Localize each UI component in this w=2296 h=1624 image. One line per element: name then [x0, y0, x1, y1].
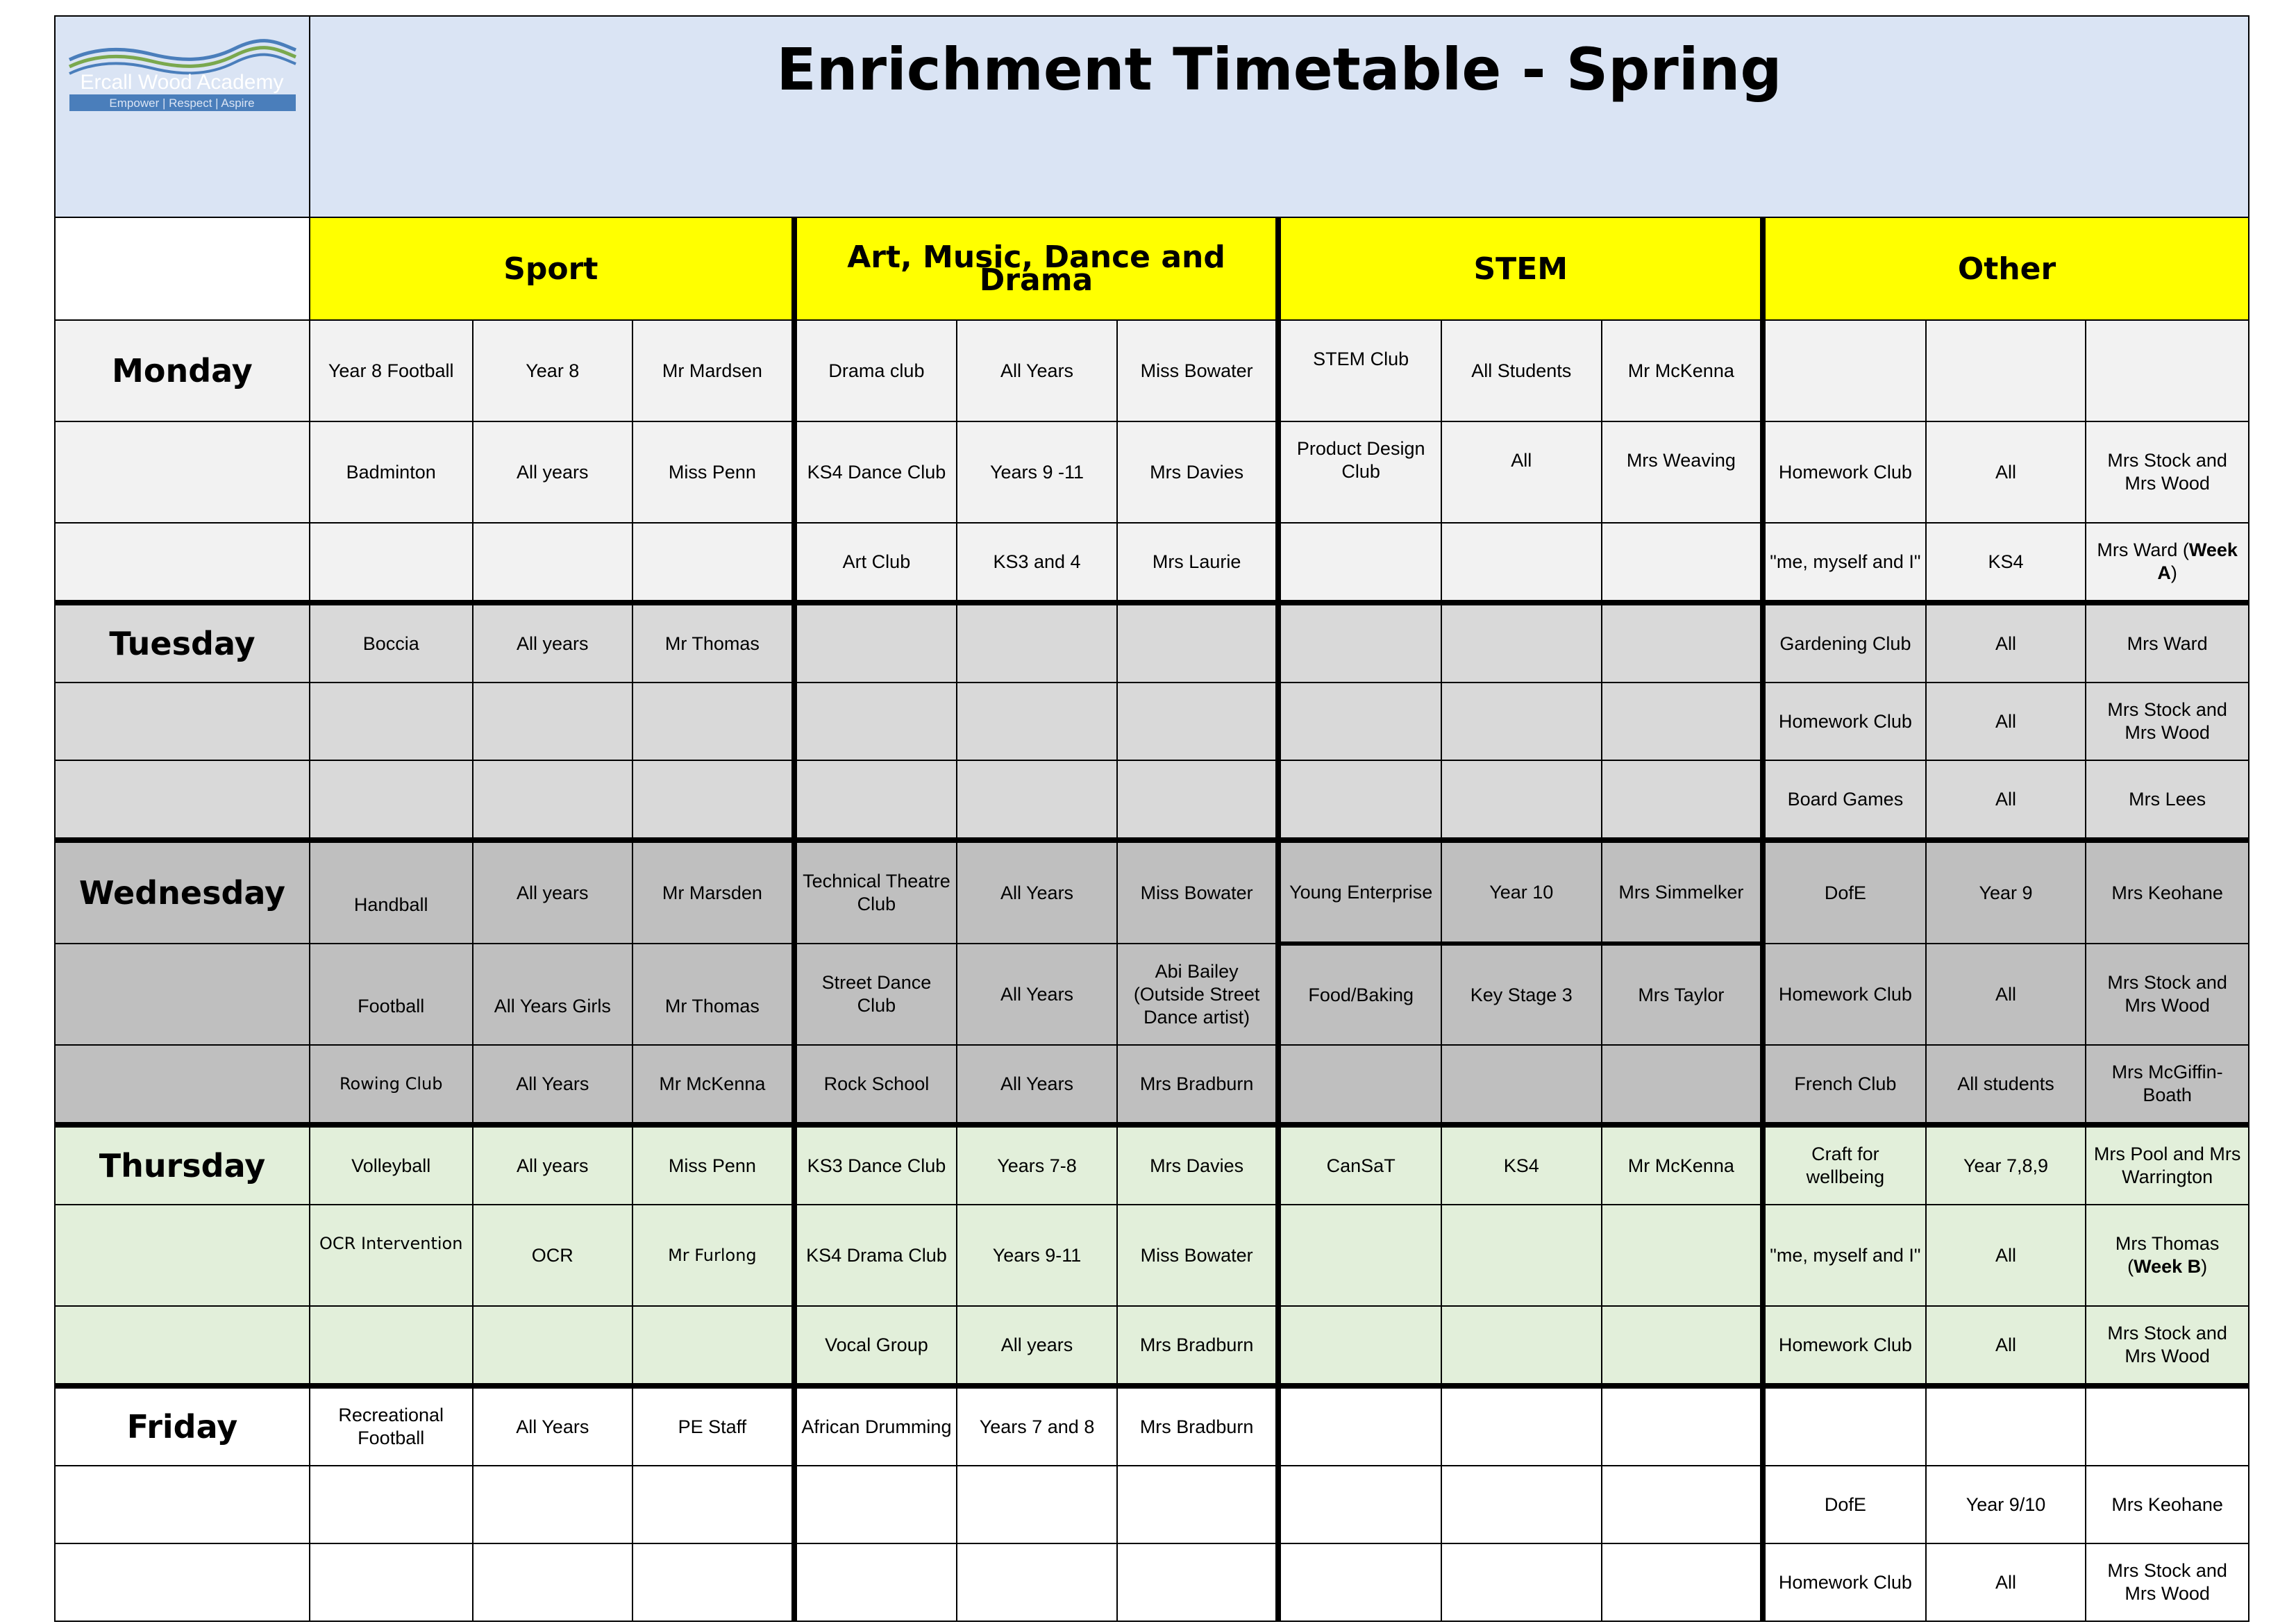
table-row — [55, 320, 2249, 421]
table-cell — [1278, 1466, 1441, 1543]
table-cell: Mrs Stock and Mrs Wood — [2086, 1306, 2249, 1386]
table-cell: French Club — [1763, 1045, 1926, 1125]
table-cell: All years — [473, 603, 633, 683]
table-cell: Mrs Laurie — [1117, 523, 1279, 603]
table-cell: All — [1926, 1543, 2086, 1621]
table-cell: Mrs Stock and Mrs Wood — [2086, 683, 2249, 760]
table-cell: All Years — [473, 1386, 633, 1466]
table-cell: STEM Club — [1278, 320, 1441, 421]
close-paren: ) — [2201, 1256, 2208, 1277]
table-cell — [957, 683, 1117, 760]
table-cell: Year 9 — [1926, 840, 2086, 944]
table-row — [55, 1386, 2249, 1466]
table-cell: Year 7,8,9 — [1926, 1125, 2086, 1205]
table-cell: All — [1926, 944, 2086, 1045]
table-cell — [1602, 683, 1763, 760]
table-cell — [1602, 760, 1763, 840]
table-cell: All years — [473, 840, 633, 944]
table-cell — [794, 683, 957, 760]
table-cell — [1441, 1306, 1602, 1386]
table-cell: DofE — [1763, 1466, 1926, 1543]
table-cell — [2086, 320, 2249, 421]
title-row — [55, 16, 2249, 217]
table-cell — [1278, 523, 1441, 603]
table-cell: CanSaT — [1278, 1125, 1441, 1205]
table-cell — [1441, 523, 1602, 603]
day-cell-empty — [55, 1205, 310, 1306]
table-cell: Mr McKenna — [632, 1045, 794, 1125]
table-cell — [1763, 1386, 1926, 1466]
table-cell — [473, 1466, 633, 1543]
table-cell: Mr Thomas — [632, 944, 794, 1045]
table-cell: KS4 Dance Club — [794, 421, 957, 523]
table-row — [55, 1543, 2249, 1621]
table-row — [55, 523, 2249, 603]
table-cell — [1602, 603, 1763, 683]
category-row — [55, 217, 2249, 320]
table-cell: Vocal Group — [794, 1306, 957, 1386]
table-cell: Mrs Keohane — [2086, 840, 2249, 944]
table-cell: Mr McKenna — [1602, 320, 1763, 421]
table-cell — [1441, 760, 1602, 840]
table-cell: Gardening Club — [1763, 603, 1926, 683]
table-cell — [794, 603, 957, 683]
table-cell: All — [1441, 421, 1602, 523]
table-cell: African Drumming — [794, 1386, 957, 1466]
table-cell — [1441, 1045, 1602, 1125]
table-cell: Mrs Bradburn — [1117, 1386, 1279, 1466]
table-cell: OCR — [473, 1205, 633, 1306]
table-cell — [1602, 1466, 1763, 1543]
table-cell — [310, 523, 473, 603]
table-cell — [310, 760, 473, 840]
day-cell-empty — [55, 1543, 310, 1621]
table-cell — [957, 760, 1117, 840]
table-cell — [473, 683, 633, 760]
table-cell: "me, myself and I" — [1763, 523, 1926, 603]
table-cell: Boccia — [310, 603, 473, 683]
table-cell — [957, 603, 1117, 683]
day-cell-empty — [55, 683, 310, 760]
day-cell-empty — [55, 1045, 310, 1125]
table-cell: Young Enterprise — [1278, 840, 1441, 944]
day-monday: Monday — [55, 320, 310, 421]
table-cell: Mr Furlong — [632, 1205, 794, 1306]
table-cell: Years 9-11 — [957, 1205, 1117, 1306]
table-cell: Miss Bowater — [1117, 840, 1279, 944]
table-row — [55, 1045, 2249, 1125]
day-tuesday: Tuesday — [55, 603, 310, 683]
category-stem: STEM — [1278, 217, 1763, 320]
day-thursday: Thursday — [55, 1125, 310, 1205]
table-row — [55, 1306, 2249, 1386]
table-cell-week-b — [2086, 1205, 2249, 1306]
table-cell — [632, 1466, 794, 1543]
timetable-sheet — [54, 15, 2249, 1622]
table-cell: Mrs Stock and Mrs Wood — [2086, 421, 2249, 523]
table-cell — [957, 1543, 1117, 1621]
table-cell — [1117, 1543, 1279, 1621]
table-cell: All Years — [957, 840, 1117, 944]
table-cell: Mrs Davies — [1117, 421, 1279, 523]
table-cell — [1278, 1386, 1441, 1466]
table-cell: Mrs Bradburn — [1117, 1306, 1279, 1386]
table-cell: Mrs Davies — [1117, 1125, 1279, 1205]
table-cell: Mrs Stock and Mrs Wood — [2086, 944, 2249, 1045]
table-cell: Homework Club — [1763, 1306, 1926, 1386]
table-cell: Football — [310, 944, 473, 1045]
table-cell: Technical Theatre Club — [794, 840, 957, 944]
table-cell — [310, 1306, 473, 1386]
table-cell: Homework Club — [1763, 421, 1926, 523]
table-row — [55, 1125, 2249, 1205]
table-cell: Mrs Pool and Mrs Warrington — [2086, 1125, 2249, 1205]
week-b-label: Week B — [2134, 1256, 2202, 1277]
table-cell — [794, 1466, 957, 1543]
table-cell: Year 9/10 — [1926, 1466, 2086, 1543]
school-logo — [55, 16, 310, 217]
table-cell: Product Design Club — [1278, 421, 1441, 523]
table-cell: Mr Mardsen — [632, 320, 794, 421]
table-cell: Volleyball — [310, 1125, 473, 1205]
table-cell: Year 8 — [473, 320, 633, 421]
table-cell: All Years — [473, 1045, 633, 1125]
day-cell-empty — [55, 1306, 310, 1386]
close-paren: ) — [2170, 562, 2177, 583]
table-cell — [632, 1306, 794, 1386]
table-cell: Mrs Bradburn — [1117, 1045, 1279, 1125]
table-cell — [794, 1543, 957, 1621]
table-row — [55, 944, 2249, 1045]
table-cell — [473, 1306, 633, 1386]
table-cell — [1441, 1386, 1602, 1466]
table-cell — [310, 683, 473, 760]
table-cell — [1602, 1306, 1763, 1386]
category-sport: Sport — [310, 217, 794, 320]
table-cell: All years — [957, 1306, 1117, 1386]
table-cell: All years — [473, 1125, 633, 1205]
day-cell-empty — [55, 760, 310, 840]
table-cell: Miss Penn — [632, 1125, 794, 1205]
table-cell: KS4 — [1441, 1125, 1602, 1205]
table-cell — [473, 1543, 633, 1621]
table-cell — [794, 760, 957, 840]
table-cell: Mrs Stock and Mrs Wood — [2086, 1543, 2249, 1621]
table-cell — [1602, 1386, 1763, 1466]
table-cell: KS4 — [1926, 523, 2086, 603]
day-wednesday: Wednesday — [55, 840, 310, 944]
teacher-text: Mrs Thomas ( — [2115, 1233, 2220, 1277]
table-cell: Handball — [310, 840, 473, 944]
table-cell — [1117, 760, 1279, 840]
corner-cell — [55, 217, 310, 320]
day-friday: Friday — [55, 1386, 310, 1466]
logo-name: Ercall Wood Academy — [80, 71, 284, 94]
table-cell: Year 8 Football — [310, 320, 473, 421]
table-cell: Abi Bailey (Outside Street Dance artist) — [1117, 944, 1279, 1045]
table-cell — [1441, 603, 1602, 683]
table-cell: Mrs McGiffin-Boath — [2086, 1045, 2249, 1125]
table-cell: PE Staff — [632, 1386, 794, 1466]
table-row — [55, 1466, 2249, 1543]
table-cell — [1441, 683, 1602, 760]
table-cell: Year 10 — [1441, 840, 1602, 944]
table-cell: KS3 Dance Club — [794, 1125, 957, 1205]
table-cell — [1602, 1045, 1763, 1125]
table-cell: OCR Intervention — [310, 1205, 473, 1306]
table-cell: Craft for wellbeing — [1763, 1125, 1926, 1205]
table-cell-week-a — [2086, 523, 2249, 603]
table-cell — [310, 1543, 473, 1621]
day-cell-empty — [55, 1466, 310, 1543]
table-cell: Years 7 and 8 — [957, 1386, 1117, 1466]
table-cell: All students — [1926, 1045, 2086, 1125]
table-cell: Years 9 -11 — [957, 421, 1117, 523]
table-cell — [310, 1466, 473, 1543]
table-cell — [1117, 1466, 1279, 1543]
table-cell — [1602, 1543, 1763, 1621]
table-cell: KS4 Drama Club — [794, 1205, 957, 1306]
table-row — [55, 603, 2249, 683]
page-title: Enrichment Timetable - Spring — [310, 16, 2249, 217]
table-cell: All years — [473, 421, 633, 523]
table-cell: Badminton — [310, 421, 473, 523]
table-cell: All Years — [957, 320, 1117, 421]
table-cell: All Students — [1441, 320, 1602, 421]
table-cell — [1278, 1306, 1441, 1386]
table-cell: DofE — [1763, 840, 1926, 944]
table-cell — [957, 1466, 1117, 1543]
table-cell — [1602, 1205, 1763, 1306]
day-cell-empty — [55, 421, 310, 523]
table-cell — [473, 523, 633, 603]
table-cell — [473, 760, 633, 840]
table-cell — [1117, 683, 1279, 760]
table-cell — [1763, 320, 1926, 421]
table-cell — [1278, 683, 1441, 760]
table-cell: Drama club — [794, 320, 957, 421]
category-arts: Art, Music, Dance and Drama — [794, 217, 1279, 320]
table-cell: Mrs Lees — [2086, 760, 2249, 840]
table-cell: "me, myself and I" — [1763, 1205, 1926, 1306]
table-cell: All — [1926, 760, 2086, 840]
table-cell: All Years — [957, 1045, 1117, 1125]
table-cell — [1278, 1045, 1441, 1125]
day-cell-empty — [55, 944, 310, 1045]
table-cell: All Years Girls — [473, 944, 633, 1045]
table-cell — [1278, 603, 1441, 683]
teacher-text: Mrs Ward ( — [2097, 539, 2189, 560]
table-cell — [1441, 1205, 1602, 1306]
table-cell: Art Club — [794, 523, 957, 603]
table-cell: Mrs Keohane — [2086, 1466, 2249, 1543]
table-cell — [1278, 1543, 1441, 1621]
table-row — [55, 760, 2249, 840]
table-cell — [1926, 320, 2086, 421]
table-cell: Mrs Weaving — [1602, 421, 1763, 523]
table-cell: Rock School — [794, 1045, 957, 1125]
table-cell: Miss Penn — [632, 421, 794, 523]
table-row — [55, 421, 2249, 523]
table-cell: Miss Bowater — [1117, 320, 1279, 421]
logo-tagline: Empower | Respect | Aspire — [109, 97, 255, 110]
table-cell: All — [1926, 683, 2086, 760]
table-cell — [1926, 1386, 2086, 1466]
table-cell: Homework Club — [1763, 683, 1926, 760]
table-cell: Mrs Simmelker — [1602, 840, 1763, 944]
table-row — [55, 683, 2249, 760]
category-other: Other — [1763, 217, 2249, 320]
table-cell: Homework Club — [1763, 944, 1926, 1045]
table-cell: All — [1926, 603, 2086, 683]
logo-waves-icon — [68, 33, 297, 117]
table-cell — [632, 523, 794, 603]
table-cell — [1602, 523, 1763, 603]
table-cell — [2086, 1386, 2249, 1466]
table-cell: Mrs Taylor — [1602, 944, 1763, 1045]
table-cell — [1278, 760, 1441, 840]
table-cell — [632, 760, 794, 840]
day-cell-empty — [55, 523, 310, 603]
table-cell — [1441, 1543, 1602, 1621]
table-cell: KS3 and 4 — [957, 523, 1117, 603]
table-cell: Mr Marsden — [632, 840, 794, 944]
table-cell: Mr Thomas — [632, 603, 794, 683]
table-cell: Homework Club — [1763, 1543, 1926, 1621]
table-cell: All — [1926, 1205, 2086, 1306]
table-cell: Mrs Ward — [2086, 603, 2249, 683]
table-cell: Food/Baking — [1278, 944, 1441, 1045]
table-row — [55, 840, 2249, 944]
table-cell: Rowing Club — [310, 1045, 473, 1125]
table-cell — [632, 683, 794, 760]
week-a-label: Week A — [2157, 539, 2238, 583]
table-cell: Miss Bowater — [1117, 1205, 1279, 1306]
table-cell — [1117, 603, 1279, 683]
table-cell: Street Dance Club — [794, 944, 957, 1045]
table-cell: All — [1926, 1306, 2086, 1386]
table-cell: Key Stage 3 — [1441, 944, 1602, 1045]
table-cell: Mr McKenna — [1602, 1125, 1763, 1205]
timetable-table — [54, 15, 2249, 1622]
table-cell — [632, 1543, 794, 1621]
table-cell: Years 7-8 — [957, 1125, 1117, 1205]
table-cell — [1441, 1466, 1602, 1543]
table-cell — [1278, 1205, 1441, 1306]
table-cell: All Years — [957, 944, 1117, 1045]
table-cell: Board Games — [1763, 760, 1926, 840]
table-cell: Recreational Football — [310, 1386, 473, 1466]
table-row — [55, 1205, 2249, 1306]
table-cell: All — [1926, 421, 2086, 523]
